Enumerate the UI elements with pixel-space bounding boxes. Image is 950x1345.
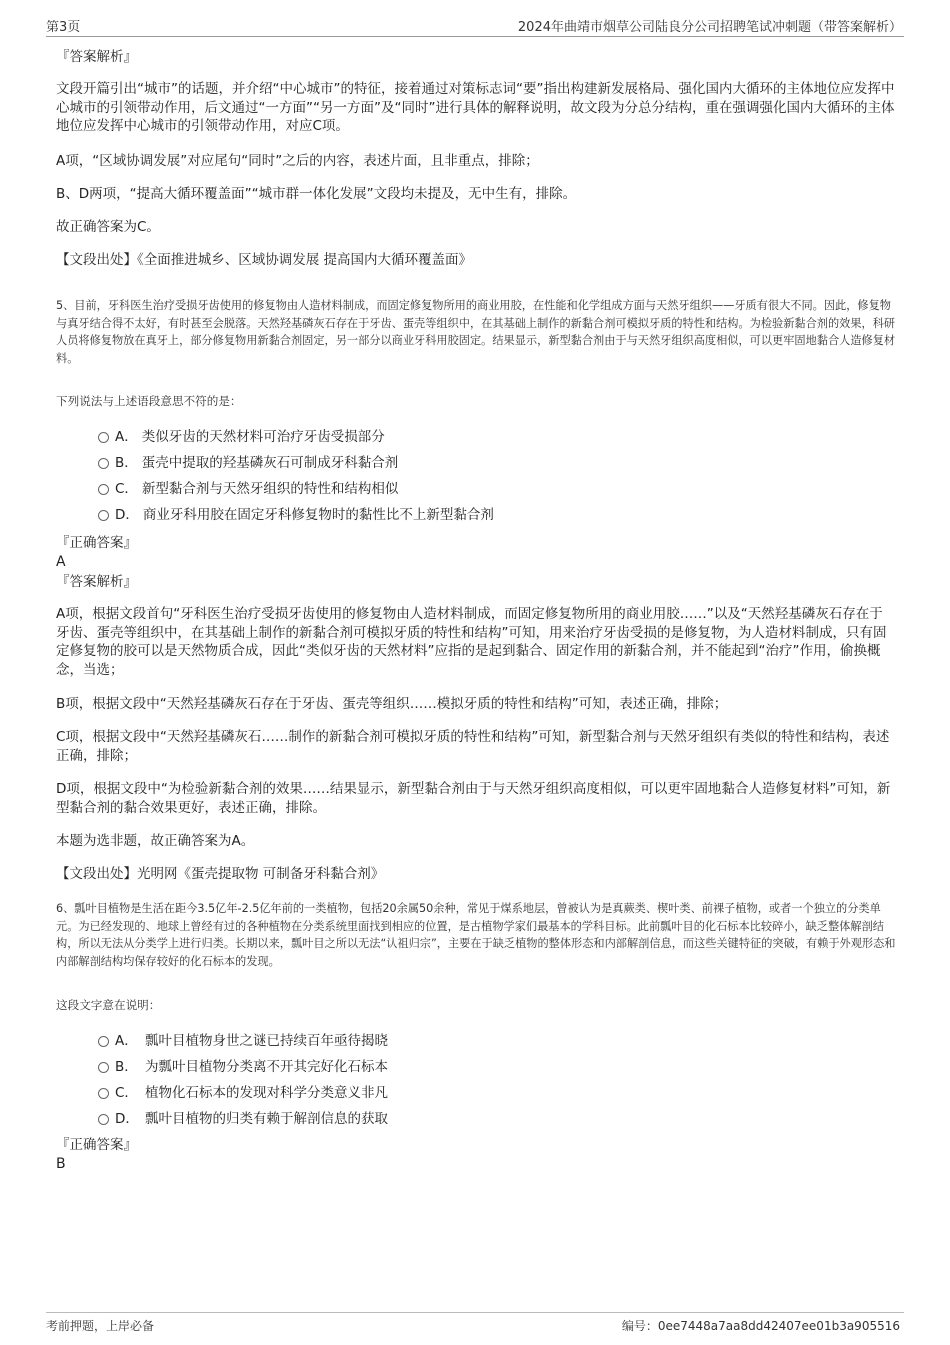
q5-analysis-b: B项，根据文段中“天然羟基磷灰石存在于牙齿、蛋壳等组织……模拟牙质的特性和结构”可知，表述正确，排除； [56,696,728,712]
radio-icon[interactable] [98,1036,109,1047]
q5-option-c[interactable]: C． 新型黏合剂与天然牙组织的特性和结构相似 [98,480,398,498]
q5-question: 下列说法与上述语段意思不符的是： [56,394,242,408]
q4-analysis-para3: B、D两项，“提高大循环覆盖面”“城市群一体化发展”文段均未提及，无中生有，排除。 [56,186,577,202]
q6-stem: 6、瓢叶目植物是生活在距今3.5亿年-2.5亿年前的一类植物，包括20余属50余种，常见于煤系地层，曾被认为是真蕨类、楔叶类、前裸子植物，或者一个独立的分类单元。为已经发现的、地球上曾经有过的各种植物在分类系统里面找到相应的位置，是古植物学家们最基本的学科目标。此前瓢叶目的化石标本比较碎小，缺乏整体解剖结构，所以无法从分类学上进行归类。长期以来，瓢叶目之所以无法“认祖归宗”，主要在于缺乏植物的整体形态和内部解剖信息，而这些关键特征的突破，有赖于外观形态和内部解剖结构均保存较好的化石标本的发现。 [56,902,896,968]
q6-option-c[interactable]: C． 植物化石标本的发现对科学分类意义非凡 [98,1084,388,1102]
q6-answer-title: 『正确答案』 [56,1137,137,1153]
radio-icon[interactable] [98,1062,109,1073]
q5-option-d[interactable]: D． 商业牙科用胶在固定牙科修复物时的黏性比不上新型黏合剂 [98,506,494,524]
q4-analysis-conclusion: 故正确答案为C。 [56,219,160,235]
q5-stem: 5、目前，牙科医生治疗受损牙齿使用的修复物由人造材料制成，而固定修复物所用的商业用胶，在性能和化学组成方面与天然牙组织——牙质有很大不同。因此，修复物与真牙结合得不太好，有时甚至会脱落。天然羟基磷灰石存在于牙齿、蛋壳等组织中，在其基础上制作的新黏合剂可模拟牙质的特性和结构。为检验新黏合剂的效果，科研人员将修复物放在真牙上，部分修复物用新黏合剂固定，另一部分以商业牙科用胶固定。结果显示，新型黏合剂由于与天然牙组织高度相似，可以更牢固地黏合人造修复材料。 [56,299,896,365]
radio-icon[interactable] [98,484,109,495]
radio-icon[interactable] [98,1088,109,1099]
q6-answer: B [56,1156,66,1172]
q6-option-d[interactable]: D． 瓢叶目植物的归类有赖于解剖信息的获取 [98,1110,388,1128]
radio-icon[interactable] [98,432,109,443]
radio-icon[interactable] [98,1114,109,1125]
q6-option-a[interactable]: A． 瓢叶目植物身世之谜已持续百年亟待揭晓 [98,1032,388,1050]
q5-analysis-a: A项，根据文段首句“牙科医生治疗受损牙齿使用的修复物由人造材料制成，而固定修复物所用的商业用胶……”以及“天然羟基磷灰石存在于牙齿、蛋壳等组织中，在其基础上制作的新黏合剂可模拟牙质的特性和结构”可知，用来治疗牙齿受损的是修复物，为人造材料制成，只有固定修复物的胶可以是天然物质合成，因此“类似牙齿的天然材料”应指的是起到黏合、固定作用的新黏合剂，并不能起到“治疗”作用，偷换概念，当选； [56,606,887,678]
q5-answer: A [56,554,66,570]
q5-option-b[interactable]: B． 蛋壳中提取的羟基磷灰石可制成牙科黏合剂 [98,454,398,472]
document-title: 2024年曲靖市烟草公司陆良分公司招聘笔试冲刺题（带答案解析） [517,20,902,35]
q5-analysis-c: C项，根据文段中“天然羟基磷灰石……制作的新黏合剂可模拟牙质的特性和结构”可知，新型黏合剂与天然牙组织有类似的特性和结构，表述正确，排除； [56,729,890,764]
q4-analysis-para2: A项，“区域协调发展”对应尾句“同时”之后的内容，表述片面，且非重点，排除； [56,153,539,169]
radio-icon[interactable] [98,510,109,521]
page-footer [46,1312,904,1335]
footer-slogan: 考前押题，上岸必备 [46,1319,155,1333]
serial-number: 编号：0ee7448a7aa8dd42407ee01b3a905516 [621,1319,900,1333]
q4-analysis-para1: 文段开篇引出“城市”的话题，并介绍“中心城市”的特征，接着通过对策标志词“要”指出构建新发展格局、强化国内大循环的主体地位应发挥中心城市的引领带动作用，后文通过“一方面”“另一方面”及“同时”进行具体的解释说明，故文段为分总分结构，重在强调强化国内大循环的主体地位应发挥中心城市的引领带动作用，对应C项。 [56,81,895,134]
q6-question: 这段文字意在说明： [56,998,161,1012]
q5-option-a[interactable]: A． 类似牙齿的天然材料可治疗牙齿受损部分 [98,428,385,446]
page-header [46,14,904,37]
q4-analysis-title: 『答案解析』 [56,49,137,65]
q6-option-b[interactable]: B． 为瓢叶目植物分类离不开其完好化石标本 [98,1058,388,1076]
q5-answer-title: 『正确答案』 [56,535,137,551]
q5-analysis-d: D项，根据文段中“为检验新黏合剂的效果……结果显示，新型黏合剂由于与天然牙组织高度相似，可以更牢固地黏合人造修复材料”可知，新型黏合剂的黏合效果更好，表述正确，排除。 [56,781,891,816]
q5-analysis-title: 『答案解析』 [56,574,137,590]
page-number: 第3页 [46,20,81,35]
radio-icon[interactable] [98,458,109,469]
q4-source: 【文段出处】《全面推进城乡、区域协调发展 提高国内大循环覆盖面》 [56,252,473,268]
q5-source: 【文段出处】光明网《蛋壳提取物 可制备牙科黏合剂》 [56,866,385,882]
q5-analysis-conclusion: 本题为选非题，故正确答案为A。 [56,833,255,849]
